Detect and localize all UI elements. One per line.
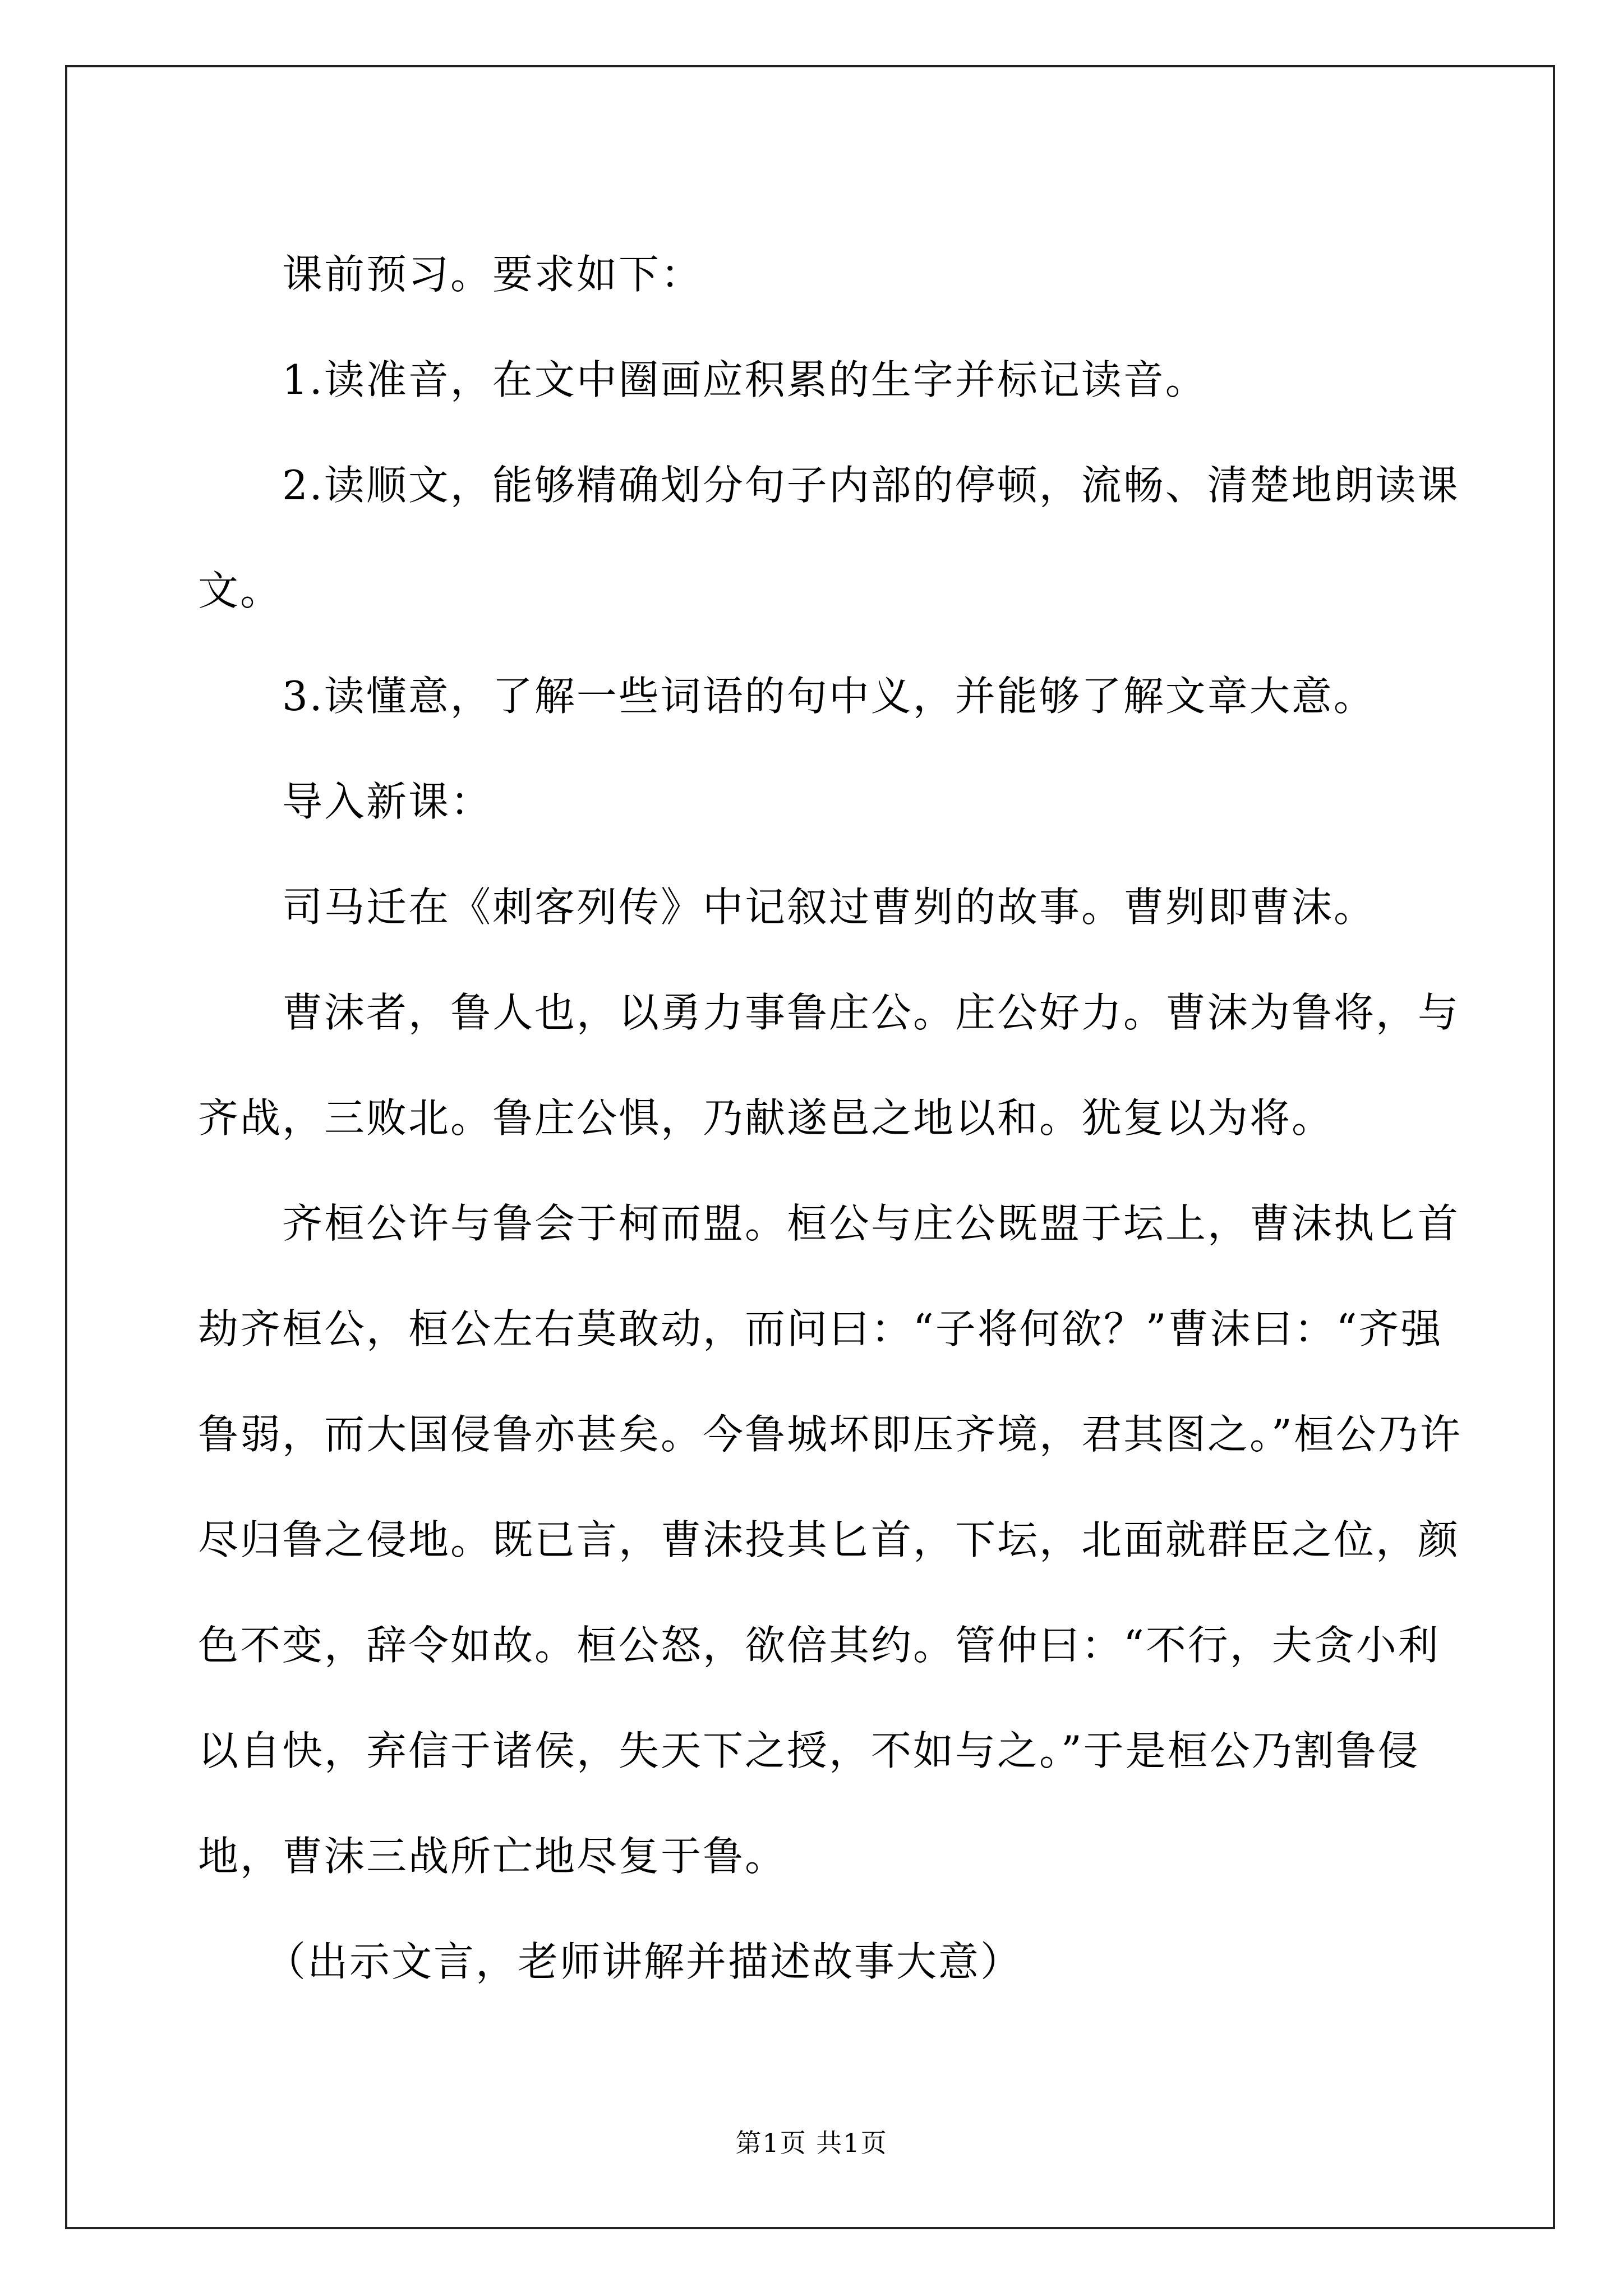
paragraph-intro: 司马迁在《刺客列传》中记叙过曹刿的故事。曹刿即曹沫。 [282, 884, 1376, 931]
paragraph-item-3: 3.读懂意，了解一些词语的句中义，并能够了解文章大意。 [282, 673, 1376, 720]
paragraph-story-2: 齐桓公许与鲁会于柯而盟。桓公与庄公既盟于坛上，曹沫执匕首劫齐桓公，桓公左右莫敢动，而问曰：“子将何欲？”曹沫曰：“齐强鲁弱，而大国侵鲁亦甚矣。今鲁城坏即压齐境，君其图之。”桓公乃许尽归鲁之侵地。既已言，曹沫投其匕首，下坛，北面就群臣之位，颜色不变，辞令如故。桓公怒，欲倍其约。管仲曰：“不行，夫贪小利以自快，弃信于诸侯，失天下之授，不如与之。”于是桓公乃割鲁侵地，曹沫三战所亡地尽复于鲁。 [198, 1200, 1462, 1880]
paragraph-item-1: 1.读准音，在文中圈画应积累的生字并标记读音。 [282, 356, 1207, 403]
paragraph-story-1: 曹沫者，鲁人也，以勇力事鲁庄公。庄公好力。曹沫为鲁将，与齐战，三败北。鲁庄公惧，乃献遂邑之地以和。犹复以为将。 [198, 989, 1460, 1142]
document-body [198, 222, 1465, 2014]
page-footer: 第1页 共1页 [735, 2128, 888, 2158]
paragraph-preview-heading: 课前预习。要求如下： [282, 251, 703, 298]
paragraph-intro-heading: 导入新课： [282, 778, 493, 825]
paragraph-item-2: 2.读顺文，能够精确划分句子内部的停顿，流畅、清楚地朗读课文。 [198, 462, 1460, 614]
paragraph-note: （出示文言，老师讲解并描述故事大意） [265, 1938, 1023, 1985]
